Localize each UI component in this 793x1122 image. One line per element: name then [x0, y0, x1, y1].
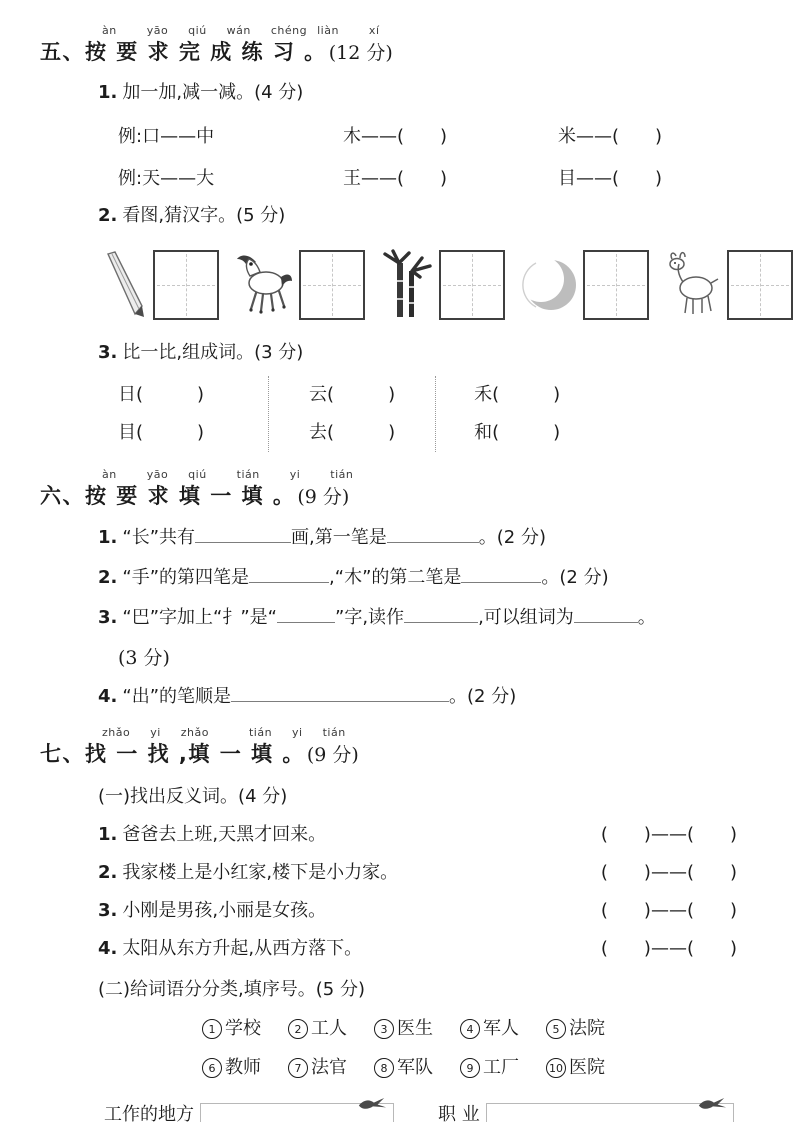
answer-cell: 木——( ): [343, 126, 448, 147]
blank-line: [574, 607, 638, 623]
blank-line: [277, 607, 335, 623]
item-6-4: [98, 683, 757, 710]
item-5-3: [98, 340, 757, 366]
item-6-2-text: “手”的第四笔是: [122, 567, 250, 588]
opposites-item-number: 1.: [98, 824, 118, 845]
section-five-title-text: 五、按 要 求 完 成 练 习 。: [40, 40, 327, 64]
item-6-1-text: “长”共有: [122, 527, 196, 548]
word-label: 医生: [397, 1018, 433, 1039]
section-seven: [40, 726, 757, 1122]
compare-column-3: [474, 376, 586, 452]
section-seven-title: [40, 740, 757, 769]
word-item: [460, 1055, 519, 1081]
grid-horizontal-dash: [303, 285, 361, 286]
blank-line: [404, 607, 478, 623]
character-grid-box: [439, 250, 505, 320]
circled-number: 6: [202, 1058, 222, 1078]
character-grid-box: [299, 250, 365, 320]
item-5-1-label: 加一加,减一减。(4 分): [122, 82, 304, 103]
grid-horizontal-dash: [587, 285, 645, 286]
part-two-label: (二)给词语分分类,填序号。(5 分): [98, 979, 365, 1000]
section-six-pinyin: àn yāo qiú tián yi tián: [102, 468, 354, 481]
word-list-row-1: [202, 1016, 757, 1042]
item-6-2: [98, 564, 757, 591]
bird-icon: [357, 1095, 387, 1119]
compare-column-1: [118, 376, 230, 452]
item-6-1-text: 画,第一笔是: [291, 527, 387, 548]
category-label-occupation: 职 业: [438, 1104, 480, 1122]
opposites-row: [98, 822, 757, 848]
example-row-2: [118, 164, 757, 190]
item-5-1: [98, 80, 757, 106]
opposites-sentence: 爸爸去上班,天黑才回来。: [122, 824, 327, 845]
section-seven-score: (9 分): [306, 744, 359, 766]
word-label: 工人: [311, 1018, 347, 1039]
blank-line: [195, 527, 291, 543]
example-row-1: [118, 122, 757, 148]
opposites-item-number: 3.: [98, 900, 118, 921]
blank-line: [461, 567, 541, 583]
word-item: [288, 1055, 347, 1081]
section-six-score: (9 分): [297, 486, 350, 508]
opposites-row: [98, 860, 757, 886]
word-label: 教师: [225, 1057, 261, 1078]
item-6-3-text: “巴”字加上“扌”是“: [122, 607, 278, 628]
section-six-title: [40, 482, 757, 511]
word-item: [202, 1055, 261, 1081]
compare-words-grid: [118, 376, 757, 452]
opposites-sentence: 小刚是男孩,小丽是女孩。: [122, 900, 327, 921]
opposites-item-number: 2.: [98, 862, 118, 883]
item-5-2-label: 看图,猜汉字。(5 分): [122, 205, 286, 226]
grid-horizontal-dash: [157, 285, 215, 286]
goat-image: [664, 250, 722, 320]
word-label: 医院: [569, 1057, 605, 1078]
opposites-sentence: 太阳从东方升起,从西方落下。: [122, 938, 363, 959]
workplace-answer-box: [200, 1103, 394, 1122]
section-five-title: [40, 38, 757, 67]
item-6-3-score: (3 分): [118, 647, 170, 669]
word-item: [546, 1055, 605, 1081]
compare-cell: 日( ): [118, 384, 205, 405]
opposites-answer-parens: ( )——( ): [600, 862, 737, 883]
item-6-2-number: 2.: [98, 567, 118, 588]
bamboo-image: [380, 249, 434, 321]
opposites-answer-parens: ( )——( ): [600, 824, 737, 845]
word-item: [202, 1016, 261, 1042]
word-label: 军人: [483, 1018, 519, 1039]
item-6-3-text: ,可以组词为: [478, 607, 574, 628]
picture-puzzle-row: [98, 243, 757, 327]
item-6-3-text: 。: [637, 607, 656, 628]
item-6-2-text: ,“木”的第二笔是: [329, 567, 462, 588]
section-five-score: (12 分): [328, 42, 393, 64]
occupation-answer-box: [486, 1103, 734, 1122]
item-6-4-text: “出”的笔顺是: [122, 686, 232, 707]
opposites-answer-parens: ( )——( ): [600, 938, 737, 959]
item-5-1-number: 1.: [98, 82, 118, 103]
horse-image: [234, 250, 294, 320]
circled-number: 4: [460, 1019, 480, 1039]
circled-number: 3: [374, 1019, 394, 1039]
item-6-3-number: 3.: [98, 607, 118, 628]
section-five-pinyin: àn yāo qiú wán chéng liàn xí: [102, 24, 380, 37]
word-label: 军队: [397, 1057, 433, 1078]
item-5-3-label: 比一比,组成词。(3 分): [122, 342, 304, 363]
opposites-row: [98, 936, 757, 962]
section-seven-title-text: 七、找 一 找 ,填 一 填 。: [40, 742, 305, 766]
compare-cell: 禾( ): [474, 384, 561, 405]
knife-image: [98, 250, 148, 320]
word-item: [288, 1016, 347, 1042]
bird-icon: [697, 1095, 727, 1119]
circled-number: 8: [374, 1058, 394, 1078]
example-cell: 例:口——中: [118, 126, 215, 147]
circled-number: 7: [288, 1058, 308, 1078]
compare-cell: 云( ): [309, 384, 396, 405]
grid-horizontal-dash: [731, 285, 789, 286]
circled-number: 1: [202, 1019, 222, 1039]
part-one-label: (一)找出反义词。(4 分): [98, 786, 288, 807]
section-five: [40, 24, 757, 452]
moon-image: [520, 252, 578, 318]
word-item: [374, 1055, 433, 1081]
item-5-2: [98, 203, 757, 229]
item-5-3-number: 3.: [98, 342, 118, 363]
section-six-title-text: 六、按 要 求 填 一 填 。: [40, 484, 296, 508]
word-label: 学校: [225, 1018, 261, 1039]
blank-line: [231, 686, 449, 702]
answer-cell: 米——( ): [558, 126, 663, 147]
word-item: [374, 1016, 433, 1042]
opposites-item-number: 4.: [98, 938, 118, 959]
blank-line: [249, 567, 329, 583]
item-6-1-text: 。(2 分): [478, 527, 546, 548]
compare-column-2: [268, 376, 436, 452]
item-6-4-text: 。(2 分): [449, 686, 517, 707]
compare-cell: 和( ): [474, 422, 561, 443]
character-grid-box: [153, 250, 219, 320]
item-6-4-number: 4.: [98, 686, 118, 707]
circled-number: 2: [288, 1019, 308, 1039]
circled-number: 9: [460, 1058, 480, 1078]
answer-cell: 目——( ): [558, 168, 663, 189]
item-5-2-number: 2.: [98, 205, 118, 226]
category-label-workplace: 工作的地方: [104, 1104, 194, 1122]
item-6-3-text: ”字,读作: [335, 607, 405, 628]
character-grid-box: [583, 250, 649, 320]
section-seven-pinyin: zhǎo yi zhǎo tián yi tián: [102, 726, 346, 739]
word-label: 法官: [311, 1057, 347, 1078]
blank-line: [387, 527, 479, 543]
item-6-2-text: 。(2 分): [541, 567, 609, 588]
circled-number: 5: [546, 1019, 566, 1039]
circled-number: 10: [546, 1058, 566, 1078]
compare-cell: 目( ): [118, 422, 205, 443]
word-list-row-2: [202, 1055, 757, 1081]
opposites-sentence: 我家楼上是小红家,楼下是小力家。: [122, 862, 399, 883]
item-6-1-number: 1.: [98, 527, 118, 548]
category-row: [104, 1103, 757, 1122]
opposites-answer-parens: ( )——( ): [600, 900, 737, 921]
compare-cell: 去( ): [309, 422, 396, 443]
item-6-3: [98, 604, 757, 631]
item-6-1: [98, 524, 757, 551]
grid-horizontal-dash: [443, 285, 501, 286]
opposites-row: [98, 898, 757, 924]
example-cell: 例:天——大: [118, 168, 215, 189]
section-six: [40, 468, 757, 710]
character-grid-box: [727, 250, 793, 320]
word-item: [460, 1016, 519, 1042]
word-item: [546, 1016, 605, 1042]
answer-cell: 王——( ): [343, 168, 448, 189]
word-label: 法院: [569, 1018, 605, 1039]
word-label: 工厂: [483, 1057, 519, 1078]
